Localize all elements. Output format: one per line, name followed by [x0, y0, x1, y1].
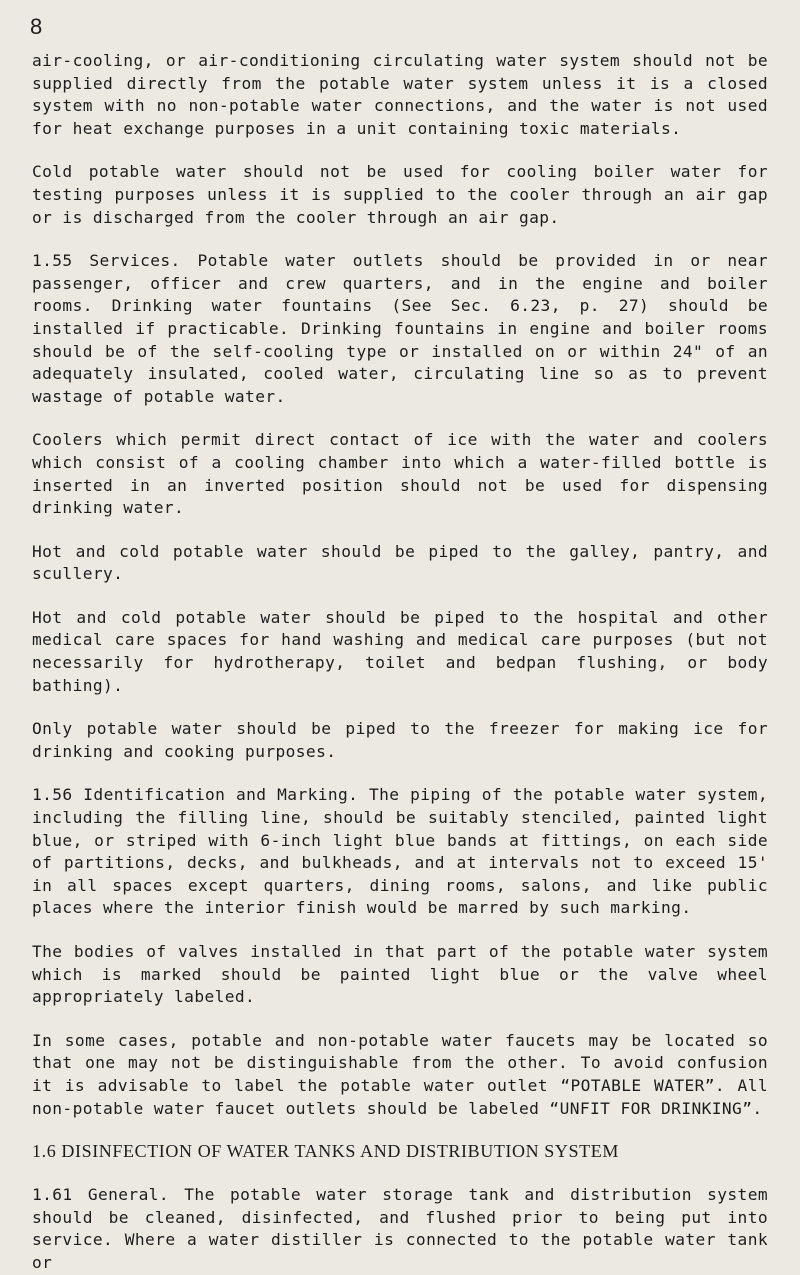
paragraph-valve-bodies: The bodies of valves installed in that part of the potable water system which is marked should be painted light blue or the valve wheel appropriately labeled. [32, 942, 768, 1007]
paragraph-faucet-labels: In some cases, potable and non-potable water faucets may be located so that one may not be distinguishable from the other. To avoid confusion it is advisable to label the potable water outlet “POTABLE WATER”. All non-potable water faucet outlets should be labeled “UNFIT FOR DRINKING”. [32, 1030, 768, 1118]
paragraph-cold-potable-water: Cold potable water should not be used for cooling boiler water for testing purposes unless it is supplied to the cooler through an air gap or is discharged from the cooler through an air gap. [32, 162, 768, 227]
paragraph-identification: 1.56 Identification and Marking. The piping of the potable water system, including the filling line, should be suitably stenciled, painted light blue, or striped with 6-inch light blue bands at fittings, on each side of partitions, decks, and bulkheads, and at intervals not to exceed 15' in all spaces except quarters, dining rooms, salons, and like public places where the interior finish would be marred by such marking. [32, 785, 768, 918]
paragraph-services: 1.55 Services. Potable water outlets should be provided in or near passenger, officer and crew quarters, and in the engine and boiler rooms. Drinking water fountains (See Sec. 6.23, p. 27) should be installed if practicable. Drinking fountains in engine and boiler rooms should be of the self-cooling type or installed on or within 24" of an adequately insulated, cooled water, circulating line so as to prevent wastage of potable water. [32, 251, 768, 406]
page-number: 8 [30, 14, 43, 39]
paragraph-coolers: Coolers which permit direct contact of ice with the water and coolers which consist of a cooling chamber into which a water-filled bottle is inserted in an inverted position should not be used for dispensing drinking water. [32, 430, 768, 518]
paragraph-freezer: Only potable water should be piped to the freezer for making ice for drinking and cooking purposes. [32, 719, 768, 761]
paragraph-continuation: air-cooling, or air-conditioning circulating water system should not be supplied directly from the potable water system unless it is a closed system with no non-potable water connections, and the water is not used for heat exchange purposes in a unit containing toxic materials. [32, 51, 768, 138]
section-heading: 1.6 DISINFECTION OF WATER TANKS AND DISTRIBUTION SYSTEM [32, 1141, 619, 1162]
paragraph-general: 1.61 General. The potable water storage tank and distribution system should be cleaned, disinfected, and flushed prior to being put into service. Where a water distiller is connected to the potable water tank or [32, 1185, 768, 1272]
paragraph-galley: Hot and cold potable water should be piped to the galley, pantry, and scullery. [32, 541, 768, 584]
paragraph-hospital: Hot and cold potable water should be piped to the hospital and other medical care spaces for hand washing and medical care purposes (but not necessarily for hydrotherapy, toilet and bedpan flushing, or body bathing). [32, 607, 768, 695]
